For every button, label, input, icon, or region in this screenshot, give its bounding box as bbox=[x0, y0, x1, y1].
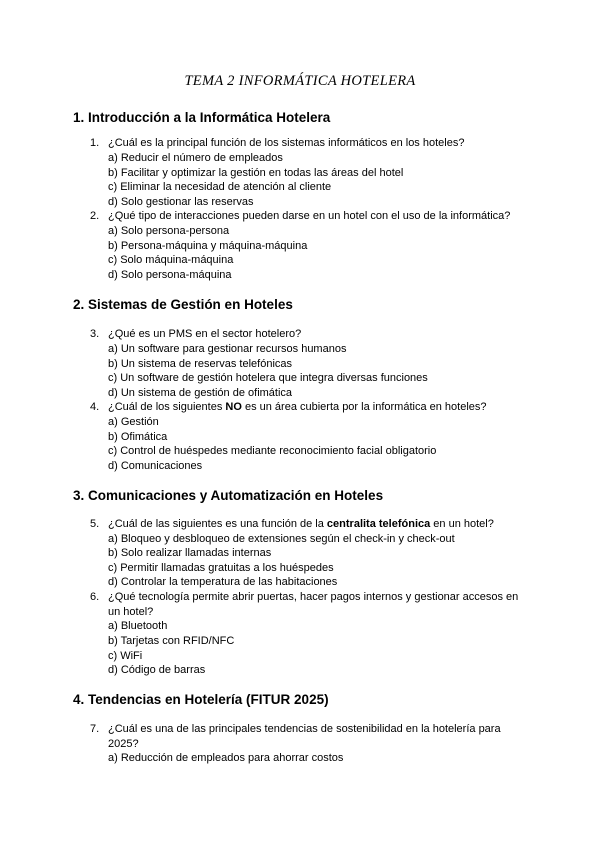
option: d) Código de barras bbox=[108, 664, 206, 676]
option: c) Control de huéspedes mediante reconocimiento facial obligatorio bbox=[108, 445, 437, 457]
option: a) Bloqueo y desbloqueo de extensiones según el check-in y check-out bbox=[108, 533, 455, 545]
option: b) Facilitar y optimizar la gestión en todas las áreas del hotel bbox=[108, 167, 404, 179]
question-3 bbox=[90, 327, 530, 342]
question-6 bbox=[90, 590, 530, 619]
option: c) Permitir llamadas gratuitas a los huéspedes bbox=[108, 562, 334, 574]
document-title: TEMA 2 INFORMÁTICA HOTELERA bbox=[184, 73, 416, 89]
question-text-emphasis: NO bbox=[225, 401, 242, 413]
option: a) Bluetooth bbox=[108, 620, 168, 632]
option: b) Tarjetas con RFID/NFC bbox=[108, 635, 235, 647]
question-text-line: ¿Cuál es una de las principales tendencias de sostenibilidad en la hotelería para bbox=[108, 723, 501, 735]
question-number: 3. bbox=[90, 328, 100, 340]
question-2 bbox=[90, 209, 530, 224]
question-text: ¿Qué tipo de interacciones pueden darse en un hotel con el uso de la informática? bbox=[108, 210, 511, 222]
option: c) Eliminar la necesidad de atención al cliente bbox=[108, 181, 332, 193]
option: d) Solo persona-máquina bbox=[108, 269, 232, 281]
option: a) Reducción de empleados para ahorrar costos bbox=[108, 752, 344, 764]
question-text-line: un hotel? bbox=[108, 605, 154, 618]
section-heading-3: 3. Comunicaciones y Automatización en Hoteles bbox=[73, 488, 384, 503]
question-text-part: ¿Cuál de los siguientes bbox=[108, 401, 226, 413]
question-5 bbox=[90, 517, 530, 532]
question-text bbox=[108, 400, 530, 415]
option: c) Solo máquina-máquina bbox=[108, 254, 234, 266]
question-7 bbox=[90, 722, 530, 751]
option: d) Comunicaciones bbox=[108, 460, 203, 472]
section-heading-2: 2. Sistemas de Gestión en Hoteles bbox=[73, 297, 293, 312]
question-number: 7. bbox=[90, 723, 100, 735]
question-text-emphasis: centralita telefónica bbox=[326, 518, 431, 530]
option: b) Persona-máquina y máquina-máquina bbox=[108, 240, 308, 252]
option: b) Solo realizar llamadas internas bbox=[108, 547, 272, 559]
section-heading-4: 4. Tendencias en Hotelería (FITUR 2025) bbox=[73, 692, 329, 707]
section-heading-1: 1. Introducción a la Informática Hotelera bbox=[73, 110, 331, 125]
option: d) Controlar la temperatura de las habitaciones bbox=[108, 576, 338, 588]
question-text: ¿Cuál es la principal función de los sistemas informáticos en los hoteles? bbox=[108, 137, 465, 149]
question-number: 2. bbox=[90, 210, 100, 222]
question-text-part: en un hotel? bbox=[430, 518, 494, 530]
option: a) Gestión bbox=[108, 416, 159, 428]
question-text-part: ¿Cuál de las siguientes es una función de la bbox=[108, 518, 327, 530]
option: a) Un software para gestionar recursos humanos bbox=[108, 343, 347, 355]
option: c) Un software de gestión hotelera que integra diversas funciones bbox=[108, 372, 428, 384]
option: b) Ofimática bbox=[108, 431, 168, 443]
question-text-line: ¿Qué tecnología permite abrir puertas, hacer pagos internos y gestionar accesos en bbox=[108, 591, 519, 603]
question-4 bbox=[90, 400, 530, 415]
option: a) Solo persona-persona bbox=[108, 225, 230, 237]
question-text-part: es un área cubierta por la informática en hoteles? bbox=[241, 401, 487, 413]
option: b) Un sistema de reservas telefónicas bbox=[108, 358, 293, 370]
question-text bbox=[108, 517, 530, 532]
question-number: 5. bbox=[90, 518, 100, 530]
question-text-line: 2025? bbox=[108, 737, 139, 750]
question-1 bbox=[90, 136, 530, 151]
question-number: 1. bbox=[90, 137, 100, 149]
question-text: ¿Qué es un PMS en el sector hotelero? bbox=[108, 328, 302, 340]
option: a) Reducir el número de empleados bbox=[108, 152, 283, 164]
option: c) WiFi bbox=[108, 650, 143, 662]
question-number: 6. bbox=[90, 591, 100, 603]
option: d) Solo gestionar las reservas bbox=[108, 196, 254, 208]
question-number: 4. bbox=[90, 401, 100, 413]
option: d) Un sistema de gestión de ofimática bbox=[108, 387, 293, 399]
